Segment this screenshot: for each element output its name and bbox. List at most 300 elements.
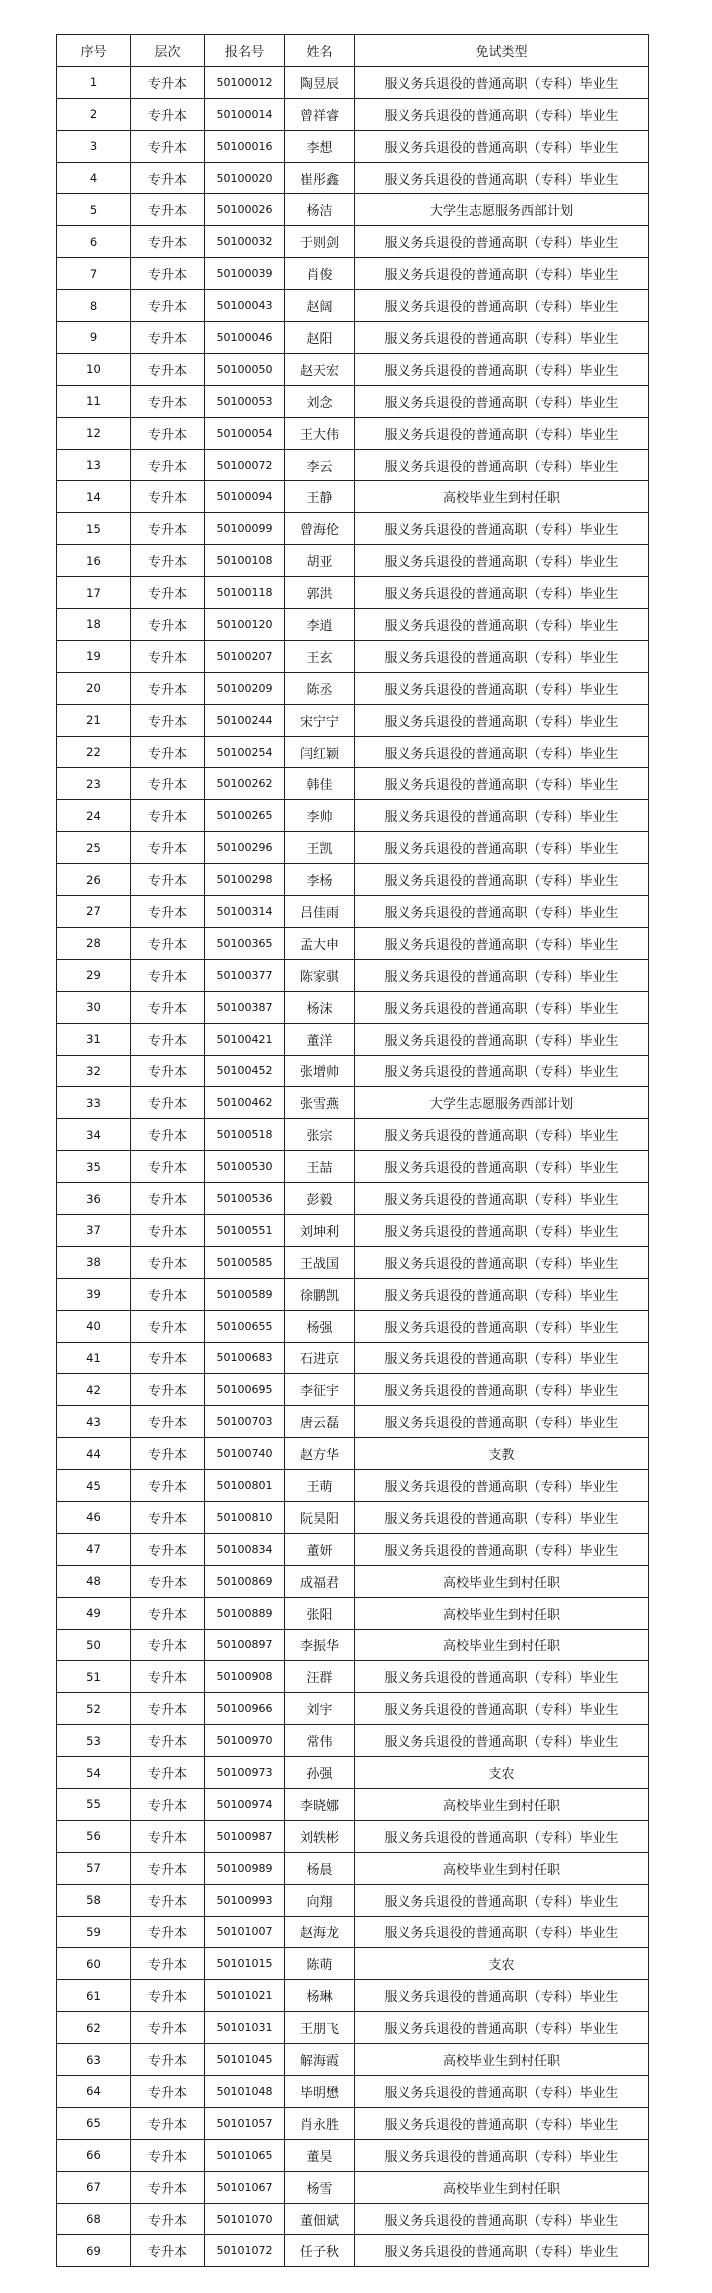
cell-regno: 50100834 [205, 1533, 285, 1565]
cell-type: 高校毕业生到村任职 [355, 2044, 649, 2076]
table-row [57, 736, 649, 768]
cell-level: 专升本 [131, 704, 205, 736]
cell-regno: 50101057 [205, 2107, 285, 2139]
cell-regno: 50100012 [205, 66, 285, 98]
cell-index: 47 [57, 1533, 131, 1565]
cell-index: 63 [57, 2044, 131, 2076]
table-row [57, 1278, 649, 1310]
cell-index: 45 [57, 1470, 131, 1502]
table-row [57, 1310, 649, 1342]
cell-type: 服义务兵退役的普通高职（专科）毕业生 [355, 2012, 649, 2044]
cell-type: 服义务兵退役的普通高职（专科）毕业生 [355, 353, 649, 385]
cell-regno: 50100703 [205, 1406, 285, 1438]
cell-type: 服义务兵退役的普通高职（专科）毕业生 [355, 1501, 649, 1533]
cell-regno: 50100801 [205, 1470, 285, 1502]
table-row [57, 864, 649, 896]
cell-level: 专升本 [131, 1214, 205, 1246]
cell-regno: 50101048 [205, 2076, 285, 2108]
cell-level: 专升本 [131, 577, 205, 609]
cell-name: 曾海伦 [285, 513, 355, 545]
cell-level: 专升本 [131, 609, 205, 641]
cell-level: 专升本 [131, 959, 205, 991]
cell-name: 陈丞 [285, 672, 355, 704]
cell-regno: 50100889 [205, 1597, 285, 1629]
cell-name: 董昊 [285, 2139, 355, 2171]
table-row [57, 2107, 649, 2139]
cell-type: 支农 [355, 1757, 649, 1789]
cell-index: 12 [57, 417, 131, 449]
cell-level: 专升本 [131, 1342, 205, 1374]
cell-name: 李想 [285, 130, 355, 162]
table-row [57, 545, 649, 577]
cell-index: 20 [57, 672, 131, 704]
table-row [57, 927, 649, 959]
cell-type: 高校毕业生到村任职 [355, 481, 649, 513]
cell-index: 2 [57, 98, 131, 130]
cell-index: 39 [57, 1278, 131, 1310]
cell-regno: 50100265 [205, 800, 285, 832]
cell-level: 专升本 [131, 1278, 205, 1310]
cell-index: 36 [57, 1183, 131, 1215]
cell-type: 服义务兵退役的普通高职（专科）毕业生 [355, 640, 649, 672]
cell-name: 胡亚 [285, 545, 355, 577]
cell-name: 汪群 [285, 1661, 355, 1693]
cell-level: 专升本 [131, 1757, 205, 1789]
cell-name: 刘宇 [285, 1693, 355, 1725]
cell-regno: 50100421 [205, 1023, 285, 1055]
cell-regno: 50100072 [205, 449, 285, 481]
cell-regno: 50100026 [205, 194, 285, 226]
table-row [57, 1151, 649, 1183]
cell-level: 专升本 [131, 991, 205, 1023]
cell-name: 孟大申 [285, 927, 355, 959]
cell-name: 解海霞 [285, 2044, 355, 2076]
table-row [57, 1948, 649, 1980]
cell-type: 服义务兵退役的普通高职（专科）毕业生 [355, 2235, 649, 2267]
cell-index: 56 [57, 1820, 131, 1852]
cell-type: 服义务兵退役的普通高职（专科）毕业生 [355, 1916, 649, 1948]
cell-level: 专升本 [131, 1470, 205, 1502]
table-row [57, 1119, 649, 1151]
table-row [57, 1246, 649, 1278]
cell-name: 阮昊阳 [285, 1501, 355, 1533]
cell-index: 10 [57, 353, 131, 385]
cell-regno: 50100387 [205, 991, 285, 1023]
cell-regno: 50100585 [205, 1246, 285, 1278]
cell-regno: 50100536 [205, 1183, 285, 1215]
cell-type: 服义务兵退役的普通高职（专科）毕业生 [355, 991, 649, 1023]
cell-type: 大学生志愿服务西部计划 [355, 1087, 649, 1119]
cell-level: 专升本 [131, 1374, 205, 1406]
cell-name: 赵阔 [285, 290, 355, 322]
cell-type: 服义务兵退役的普通高职（专科）毕业生 [355, 226, 649, 258]
table-row [57, 2012, 649, 2044]
cell-regno: 50100120 [205, 609, 285, 641]
cell-level: 专升本 [131, 1852, 205, 1884]
table-row [57, 385, 649, 417]
cell-name: 王朋飞 [285, 2012, 355, 2044]
cell-level: 专升本 [131, 1820, 205, 1852]
cell-level: 专升本 [131, 768, 205, 800]
table-row [57, 226, 649, 258]
cell-name: 杨洁 [285, 194, 355, 226]
cell-level: 专升本 [131, 226, 205, 258]
cell-type: 服义务兵退役的普通高职（专科）毕业生 [355, 1342, 649, 1374]
cell-name: 石进京 [285, 1342, 355, 1374]
cell-name: 董妍 [285, 1533, 355, 1565]
cell-regno: 50100209 [205, 672, 285, 704]
cell-level: 专升本 [131, 1183, 205, 1215]
cell-type: 服义务兵退役的普通高职（专科）毕业生 [355, 609, 649, 641]
cell-type: 服义务兵退役的普通高职（专科）毕业生 [355, 2076, 649, 2108]
cell-regno: 50100655 [205, 1310, 285, 1342]
cell-type: 服义务兵退役的普通高职（专科）毕业生 [355, 130, 649, 162]
cell-regno: 50100518 [205, 1119, 285, 1151]
cell-name: 成福君 [285, 1565, 355, 1597]
cell-type: 服义务兵退役的普通高职（专科）毕业生 [355, 864, 649, 896]
cell-level: 专升本 [131, 2044, 205, 2076]
cell-regno: 50100014 [205, 98, 285, 130]
table-row [57, 1470, 649, 1502]
table-row [57, 1023, 649, 1055]
table-row [57, 1214, 649, 1246]
cell-level: 专升本 [131, 1023, 205, 1055]
exemption-table-container [56, 34, 648, 2267]
cell-index: 30 [57, 991, 131, 1023]
cell-index: 16 [57, 545, 131, 577]
cell-name: 杨晨 [285, 1852, 355, 1884]
cell-type: 服义务兵退役的普通高职（专科）毕业生 [355, 2203, 649, 2235]
cell-level: 专升本 [131, 672, 205, 704]
cell-index: 50 [57, 1629, 131, 1661]
cell-level: 专升本 [131, 1533, 205, 1565]
cell-regno: 50100296 [205, 832, 285, 864]
cell-index: 14 [57, 481, 131, 513]
cell-index: 62 [57, 2012, 131, 2044]
cell-name: 韩佳 [285, 768, 355, 800]
cell-type: 服义务兵退役的普通高职（专科）毕业生 [355, 927, 649, 959]
cell-name: 陈家骐 [285, 959, 355, 991]
table-row [57, 832, 649, 864]
cell-type: 服义务兵退役的普通高职（专科）毕业生 [355, 1820, 649, 1852]
cell-index: 13 [57, 449, 131, 481]
table-row [57, 1788, 649, 1820]
cell-type: 服义务兵退役的普通高职（专科）毕业生 [355, 1980, 649, 2012]
cell-index: 48 [57, 1565, 131, 1597]
cell-index: 17 [57, 577, 131, 609]
cell-regno: 50100254 [205, 736, 285, 768]
cell-index: 7 [57, 258, 131, 290]
table-row [57, 800, 649, 832]
cell-level: 专升本 [131, 1788, 205, 1820]
cell-regno: 50101007 [205, 1916, 285, 1948]
cell-name: 赵阳 [285, 322, 355, 354]
cell-level: 专升本 [131, 1629, 205, 1661]
cell-name: 郭洪 [285, 577, 355, 609]
table-row [57, 1725, 649, 1757]
cell-type: 服义务兵退役的普通高职（专科）毕业生 [355, 1119, 649, 1151]
cell-name: 杨沫 [285, 991, 355, 1023]
cell-index: 24 [57, 800, 131, 832]
cell-index: 64 [57, 2076, 131, 2108]
cell-regno: 50100108 [205, 545, 285, 577]
cell-level: 专升本 [131, 481, 205, 513]
table-row [57, 896, 649, 928]
cell-level: 专升本 [131, 1948, 205, 1980]
cell-name: 董佃斌 [285, 2203, 355, 2235]
cell-regno: 50100993 [205, 1884, 285, 1916]
cell-index: 66 [57, 2139, 131, 2171]
cell-index: 9 [57, 322, 131, 354]
cell-name: 张宗 [285, 1119, 355, 1151]
cell-index: 28 [57, 927, 131, 959]
cell-level: 专升本 [131, 1246, 205, 1278]
cell-level: 专升本 [131, 98, 205, 130]
table-row [57, 1852, 649, 1884]
cell-level: 专升本 [131, 162, 205, 194]
cell-name: 崔彤鑫 [285, 162, 355, 194]
header-name: 姓名 [285, 35, 355, 67]
cell-index: 25 [57, 832, 131, 864]
cell-level: 专升本 [131, 258, 205, 290]
cell-index: 11 [57, 385, 131, 417]
cell-index: 44 [57, 1438, 131, 1470]
table-row [57, 1597, 649, 1629]
cell-regno: 50100683 [205, 1342, 285, 1374]
cell-index: 57 [57, 1852, 131, 1884]
table-row [57, 194, 649, 226]
cell-level: 专升本 [131, 1725, 205, 1757]
cell-level: 专升本 [131, 1916, 205, 1948]
cell-index: 3 [57, 130, 131, 162]
cell-level: 专升本 [131, 1565, 205, 1597]
cell-index: 26 [57, 864, 131, 896]
cell-type: 服义务兵退役的普通高职（专科）毕业生 [355, 417, 649, 449]
cell-index: 52 [57, 1693, 131, 1725]
cell-type: 支教 [355, 1438, 649, 1470]
table-row [57, 290, 649, 322]
cell-regno: 50100377 [205, 959, 285, 991]
table-row [57, 1374, 649, 1406]
cell-type: 服义务兵退役的普通高职（专科）毕业生 [355, 1725, 649, 1757]
cell-type: 服义务兵退役的普通高职（专科）毕业生 [355, 768, 649, 800]
cell-name: 王凯 [285, 832, 355, 864]
cell-regno: 50100032 [205, 226, 285, 258]
cell-type: 服义务兵退役的普通高职（专科）毕业生 [355, 1278, 649, 1310]
table-row [57, 1661, 649, 1693]
cell-level: 专升本 [131, 2235, 205, 2267]
table-row [57, 1406, 649, 1438]
cell-regno: 50100987 [205, 1820, 285, 1852]
cell-index: 53 [57, 1725, 131, 1757]
cell-name: 吕佳雨 [285, 896, 355, 928]
cell-regno: 50100530 [205, 1151, 285, 1183]
cell-name: 徐鹏凯 [285, 1278, 355, 1310]
table-row [57, 322, 649, 354]
cell-type: 大学生志愿服务西部计划 [355, 194, 649, 226]
cell-regno: 50100314 [205, 896, 285, 928]
cell-index: 69 [57, 2235, 131, 2267]
cell-index: 15 [57, 513, 131, 545]
cell-regno: 50100551 [205, 1214, 285, 1246]
cell-type: 服义务兵退役的普通高职（专科）毕业生 [355, 800, 649, 832]
cell-level: 专升本 [131, 1980, 205, 2012]
cell-name: 张阳 [285, 1597, 355, 1629]
cell-name: 唐云磊 [285, 1406, 355, 1438]
table-row [57, 481, 649, 513]
cell-type: 高校毕业生到村任职 [355, 1852, 649, 1884]
cell-name: 李帅 [285, 800, 355, 832]
cell-level: 专升本 [131, 736, 205, 768]
cell-index: 18 [57, 609, 131, 641]
table-row [57, 353, 649, 385]
cell-type: 服义务兵退役的普通高职（专科）毕业生 [355, 1246, 649, 1278]
cell-regno: 50101015 [205, 1948, 285, 1980]
cell-type: 支农 [355, 1948, 649, 1980]
header-type: 免试类型 [355, 35, 649, 67]
cell-index: 6 [57, 226, 131, 258]
cell-regno: 50101045 [205, 2044, 285, 2076]
cell-index: 68 [57, 2203, 131, 2235]
cell-index: 34 [57, 1119, 131, 1151]
cell-type: 服义务兵退役的普通高职（专科）毕业生 [355, 2107, 649, 2139]
cell-index: 37 [57, 1214, 131, 1246]
cell-index: 21 [57, 704, 131, 736]
table-header-row [57, 35, 649, 67]
table-body [57, 66, 649, 2266]
cell-level: 专升本 [131, 864, 205, 896]
cell-index: 42 [57, 1374, 131, 1406]
cell-name: 刘念 [285, 385, 355, 417]
cell-regno: 50100810 [205, 1501, 285, 1533]
table-row [57, 768, 649, 800]
cell-level: 专升本 [131, 1884, 205, 1916]
cell-type: 服义务兵退役的普通高职（专科）毕业生 [355, 1214, 649, 1246]
cell-name: 任子秋 [285, 2235, 355, 2267]
table-row [57, 991, 649, 1023]
cell-index: 33 [57, 1087, 131, 1119]
cell-name: 肖永胜 [285, 2107, 355, 2139]
cell-level: 专升本 [131, 1661, 205, 1693]
table-row [57, 1501, 649, 1533]
table-row [57, 1055, 649, 1087]
cell-level: 专升本 [131, 449, 205, 481]
cell-name: 王战国 [285, 1246, 355, 1278]
cell-type: 服义务兵退役的普通高职（专科）毕业生 [355, 258, 649, 290]
table-row [57, 417, 649, 449]
cell-index: 67 [57, 2171, 131, 2203]
cell-index: 41 [57, 1342, 131, 1374]
cell-regno: 50100589 [205, 1278, 285, 1310]
cell-level: 专升本 [131, 1087, 205, 1119]
cell-level: 专升本 [131, 2203, 205, 2235]
cell-name: 李征宇 [285, 1374, 355, 1406]
cell-regno: 50100452 [205, 1055, 285, 1087]
table-row [57, 130, 649, 162]
cell-type: 服义务兵退役的普通高职（专科）毕业生 [355, 672, 649, 704]
cell-regno: 50101067 [205, 2171, 285, 2203]
table-row [57, 1565, 649, 1597]
table-row [57, 162, 649, 194]
cell-index: 4 [57, 162, 131, 194]
table-row [57, 2044, 649, 2076]
cell-regno: 50100244 [205, 704, 285, 736]
cell-index: 8 [57, 290, 131, 322]
cell-regno: 50100020 [205, 162, 285, 194]
cell-index: 23 [57, 768, 131, 800]
cell-regno: 50101070 [205, 2203, 285, 2235]
cell-regno: 50100118 [205, 577, 285, 609]
cell-name: 毕明懋 [285, 2076, 355, 2108]
cell-type: 服义务兵退役的普通高职（专科）毕业生 [355, 290, 649, 322]
cell-name: 孙强 [285, 1757, 355, 1789]
cell-type: 服义务兵退役的普通高职（专科）毕业生 [355, 1151, 649, 1183]
cell-level: 专升本 [131, 513, 205, 545]
cell-index: 32 [57, 1055, 131, 1087]
cell-regno: 50101065 [205, 2139, 285, 2171]
cell-level: 专升本 [131, 290, 205, 322]
cell-type: 服义务兵退役的普通高职（专科）毕业生 [355, 704, 649, 736]
cell-regno: 50100262 [205, 768, 285, 800]
cell-index: 46 [57, 1501, 131, 1533]
table-row [57, 2171, 649, 2203]
cell-regno: 50101072 [205, 2235, 285, 2267]
cell-type: 服义务兵退役的普通高职（专科）毕业生 [355, 1310, 649, 1342]
cell-level: 专升本 [131, 1055, 205, 1087]
cell-regno: 50100054 [205, 417, 285, 449]
cell-level: 专升本 [131, 2171, 205, 2203]
cell-name: 杨强 [285, 1310, 355, 1342]
cell-name: 董洋 [285, 1023, 355, 1055]
cell-level: 专升本 [131, 832, 205, 864]
cell-name: 杨雪 [285, 2171, 355, 2203]
cell-type: 服义务兵退役的普通高职（专科）毕业生 [355, 98, 649, 130]
cell-name: 常伟 [285, 1725, 355, 1757]
cell-level: 专升本 [131, 1310, 205, 1342]
cell-name: 王玄 [285, 640, 355, 672]
cell-name: 刘坤利 [285, 1214, 355, 1246]
cell-index: 38 [57, 1246, 131, 1278]
table-row [57, 2076, 649, 2108]
cell-name: 王萌 [285, 1470, 355, 1502]
cell-name: 王静 [285, 481, 355, 513]
cell-level: 专升本 [131, 1597, 205, 1629]
cell-type: 服义务兵退役的普通高职（专科）毕业生 [355, 736, 649, 768]
cell-regno: 50100970 [205, 1725, 285, 1757]
cell-type: 服义务兵退役的普通高职（专科）毕业生 [355, 832, 649, 864]
table-row [57, 1916, 649, 1948]
cell-name: 赵天宏 [285, 353, 355, 385]
cell-index: 5 [57, 194, 131, 226]
header-level: 层次 [131, 35, 205, 67]
cell-name: 向翔 [285, 1884, 355, 1916]
cell-type: 服义务兵退役的普通高职（专科）毕业生 [355, 896, 649, 928]
table-row [57, 1820, 649, 1852]
cell-regno: 50101031 [205, 2012, 285, 2044]
cell-level: 专升本 [131, 1119, 205, 1151]
table-row [57, 959, 649, 991]
table-row [57, 1884, 649, 1916]
cell-type: 服义务兵退役的普通高职（专科）毕业生 [355, 1406, 649, 1438]
cell-level: 专升本 [131, 322, 205, 354]
cell-name: 李晓娜 [285, 1788, 355, 1820]
table-row [57, 2139, 649, 2171]
cell-index: 51 [57, 1661, 131, 1693]
cell-name: 陶昱辰 [285, 66, 355, 98]
cell-type: 服义务兵退役的普通高职（专科）毕业生 [355, 1470, 649, 1502]
table-row [57, 98, 649, 130]
cell-regno: 50100099 [205, 513, 285, 545]
